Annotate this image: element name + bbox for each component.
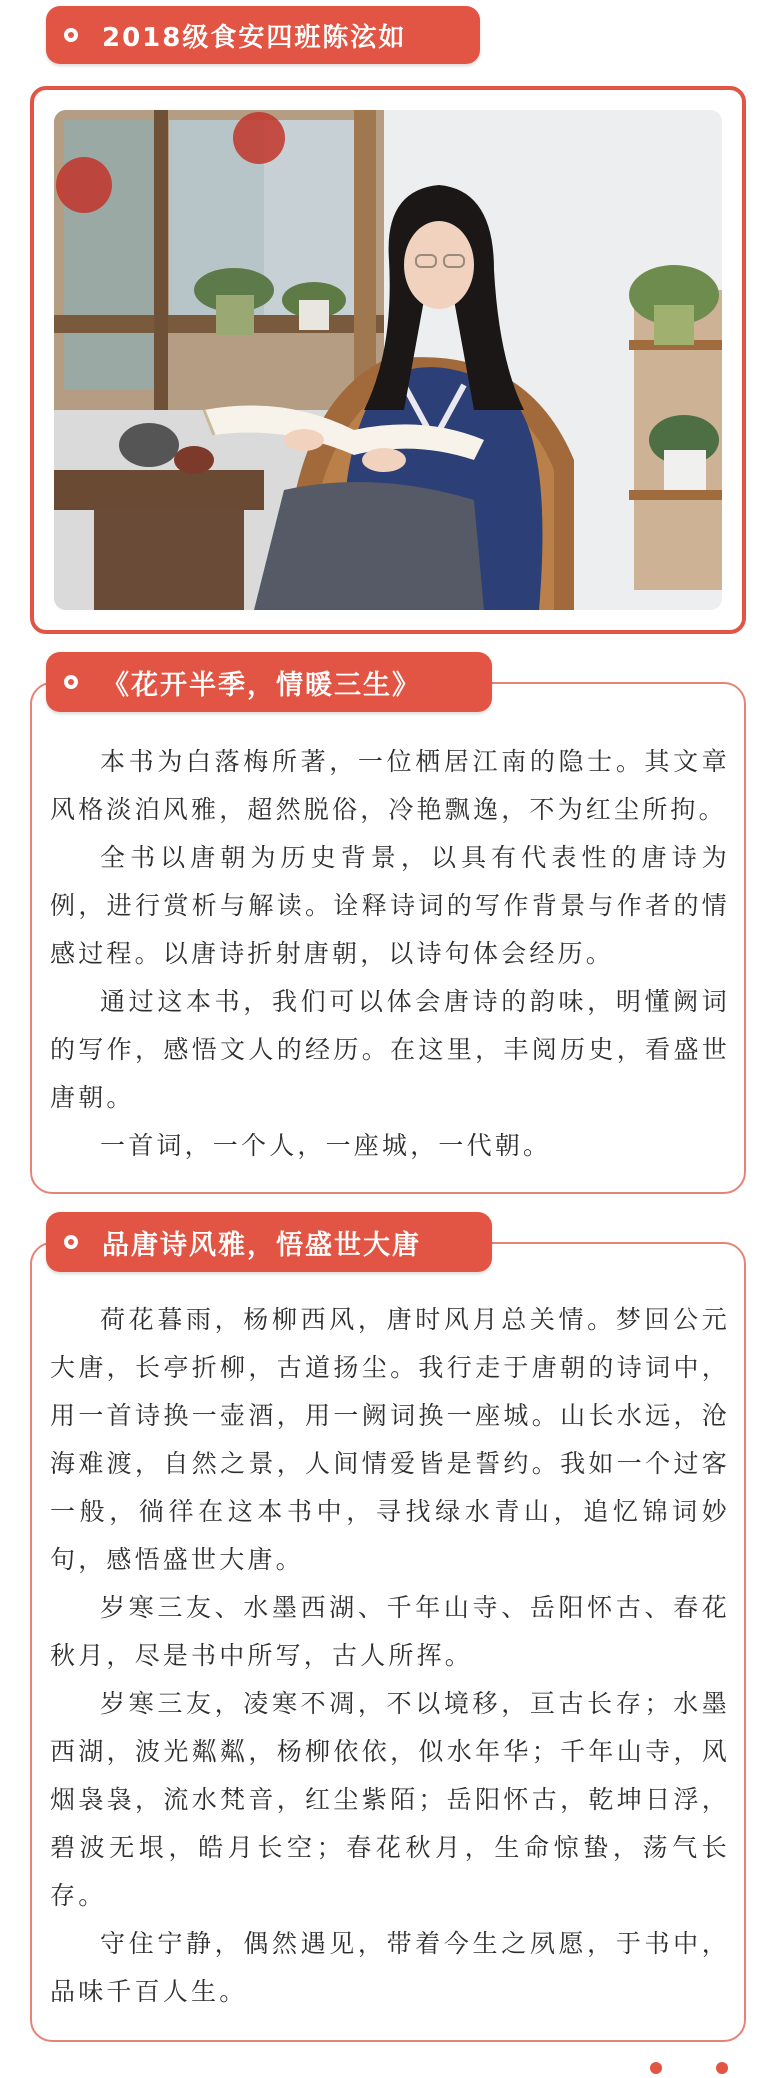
photo-frame — [30, 86, 746, 634]
bullet-dot-icon — [64, 28, 78, 42]
section-reflection-title-pill — [46, 1212, 492, 1272]
header-title: 2018级食安四班陈泫如 — [102, 22, 407, 53]
paragraph: 岁寒三友、水墨西湖、千年山寺、岳阳怀古、春花秋月，尽是书中所写，古人所挥。 — [50, 1593, 730, 1670]
decorative-dot-icon — [716, 2062, 728, 2074]
section-book-intro-title: 《花开半季，情暖三生》 — [102, 669, 421, 701]
section-book-intro-title-pill — [46, 652, 492, 712]
paragraph: 守住宁静，偶然遇见，带着今生之夙愿，于书中，品味千百人生。 — [50, 1929, 730, 2006]
section-reflection-title: 品唐诗风雅，悟盛世大唐 — [102, 1229, 421, 1261]
reading-woman-image — [54, 110, 722, 610]
section-book-intro-text — [50, 738, 730, 1170]
paragraph: 全书以唐朝为历史背景，以具有代表性的唐诗为例，进行赏析与解读。诠释诗词的写作背景与作者的情感过程。以唐诗折射唐朝，以诗句体会经历。 — [50, 843, 730, 968]
paragraph: 岁寒三友，凌寒不凋，不以境移，亘古长存；水墨西湖，波光粼粼，杨柳依依，似水年华；千年山寺，风烟袅袅，流水梵音，红尘紫陌；岳阳怀古，乾坤日浮，碧波无垠，皓月长空；春花秋月，生命惊蛰，荡气长存。 — [50, 1689, 730, 1910]
bullet-dot-icon — [64, 675, 78, 689]
portrait-photo — [54, 110, 722, 610]
paragraph: 一首词，一个人，一座城，一代朝。 — [100, 1131, 552, 1160]
bullet-dot-icon — [64, 1235, 78, 1249]
header-title-pill — [46, 6, 480, 64]
paragraph: 本书为白落梅所著，一位栖居江南的隐士。其文章风格淡泊风雅，超然脱俗，冷艳飘逸，不为红尘所拘。 — [50, 747, 730, 824]
paragraph: 通过这本书，我们可以体会唐诗的韵味，明懂阙词的写作，感悟文人的经历。在这里，丰阅历史，看盛世唐朝。 — [50, 987, 730, 1112]
section-reflection-text — [50, 1296, 730, 2016]
decorative-dot-icon — [650, 2062, 662, 2074]
paragraph: 荷花暮雨，杨柳西风，唐时风月总关情。梦回公元大唐，长亭折柳，古道扬尘。我行走于唐朝的诗词中，用一首诗换一壶酒，用一阙词换一座城。山长水远，沧海难渡，自然之景，人间情爱皆是誓约。我如一个过客一般，徜徉在这本书中，寻找绿水青山，追忆锦词妙句，感悟盛世大唐。 — [50, 1305, 730, 1574]
